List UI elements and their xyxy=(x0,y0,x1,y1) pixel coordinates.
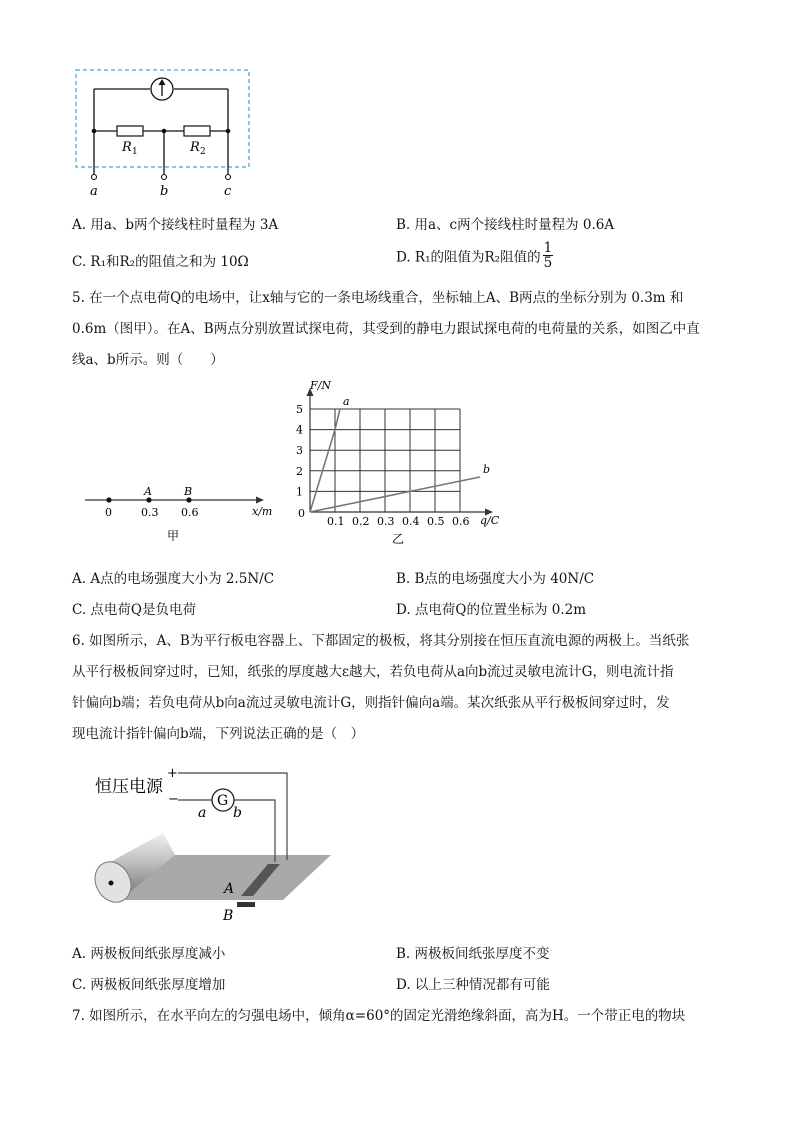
q5-option-d[interactable]: D. 点电荷Q的位置坐标为 0.2m xyxy=(396,602,587,618)
tick-0-3: 0.3 xyxy=(141,506,159,519)
tick-0: 0 xyxy=(105,506,112,519)
label-b: b xyxy=(160,184,169,199)
x-axis-arrow xyxy=(256,497,264,504)
q4-option-d-text: D. R₁的阻值为R₂阻值的 xyxy=(396,249,541,266)
chart-x-label: q/C xyxy=(480,514,500,527)
chart-y-tick-label: 1 xyxy=(296,485,303,499)
chart-series-label-a: a xyxy=(343,395,350,408)
roll-axle xyxy=(109,881,114,886)
terminal-c xyxy=(226,175,231,180)
q4-option-a[interactable]: A. 用a、b两个接线柱时量程为 3A xyxy=(72,217,279,233)
point-a-label: A xyxy=(144,485,152,498)
q6-stem-line-3: 针偏向b端；若负电荷从b向a流过灵敏电流计G，则指针偏向a端。某次纸张从平行极板间穿过时，发 xyxy=(72,695,670,711)
q4-option-b[interactable]: B. 用a、c两个接线柱时量程为 0.6A xyxy=(396,217,615,233)
minus-sign: − xyxy=(168,792,179,807)
chart-x-tick-label: 0.3 xyxy=(377,515,395,528)
caption-jia: 甲 xyxy=(167,529,180,543)
q5-figure-jia xyxy=(80,480,280,550)
q5-option-b[interactable]: B. B点的电场强度大小为 40N/C xyxy=(396,571,595,587)
q4-option-c[interactable]: C. R₁和R₂的阻值之和为 10Ω xyxy=(72,254,249,270)
chart-x-tick-label: 0.2 xyxy=(352,515,370,528)
chart-caption: 乙 xyxy=(392,532,405,546)
q6-option-b[interactable]: B. 两极板间纸张厚度不变 xyxy=(396,946,550,962)
terminal-a xyxy=(92,175,97,180)
chart-y-tick-label: 4 xyxy=(296,423,303,437)
q6-option-d[interactable]: D. 以上三种情况都有可能 xyxy=(396,977,550,993)
plate-a-label: A xyxy=(224,881,235,897)
resistor-r2 xyxy=(184,126,210,136)
q5-stem-line-1: 5. 在一个点电荷Q的电场中，让x轴与它的一条电场线重合，坐标轴上A、B两点的坐标分别为 0.3m 和 xyxy=(72,290,684,306)
q4-circuit-figure xyxy=(70,65,260,200)
resistor-r1 xyxy=(117,126,143,136)
origin-dot xyxy=(106,497,111,502)
chart-y-tick-label: 2 xyxy=(296,464,303,478)
q6-figure xyxy=(75,760,365,930)
label-c: c xyxy=(224,184,232,199)
label-a: a xyxy=(198,805,207,821)
point-b-label: B xyxy=(184,485,193,498)
point-b-dot xyxy=(186,497,191,502)
label-b: b xyxy=(233,805,242,821)
q6-option-c[interactable]: C. 两极板间纸张厚度增加 xyxy=(72,977,226,993)
q5-option-c[interactable]: C. 点电荷Q是负电荷 xyxy=(72,602,196,618)
label-r2: R xyxy=(190,140,200,155)
axis-label-xm: x/m xyxy=(252,505,273,518)
fraction xyxy=(543,241,554,270)
q7-stem: 7. 如图所示，在水平向左的匀强电场中，倾角α=60°的固定光滑绝缘斜面，高为H。一个带正电的物块 xyxy=(72,1008,686,1024)
label-r2-sub: 2 xyxy=(200,147,206,157)
chart-y-tick-label: 3 xyxy=(296,444,303,458)
label-a: a xyxy=(90,184,98,199)
chart-x-tick-label: 0.4 xyxy=(402,515,420,528)
plus-sign: + xyxy=(167,766,178,781)
chart-origin-label: 0 xyxy=(298,507,305,520)
q4-option-d[interactable] xyxy=(396,241,553,270)
q6-stem-line-1: 6. 如图所示，A、B为平行板电容器上、下都固定的极板，将其分别接在恒压直流电源的两极上。当纸张 xyxy=(72,633,690,649)
label-r1-sub: 1 xyxy=(132,147,138,157)
point-a-dot xyxy=(146,497,151,502)
q6-option-a[interactable]: A. 两极板间纸张厚度减小 xyxy=(72,946,226,962)
q5-stem-line-2: 0.6m（图甲）。在A、B两点分别放置试探电荷，其受到的静电力跟试探电荷的电荷量的关系，如图乙中直 xyxy=(72,321,700,337)
fraction-numerator: 1 xyxy=(543,240,553,256)
fraction-denominator: 5 xyxy=(543,255,553,271)
q6-stem-line-4: 现电流计指针偏向b端，下列说法正确的是（ ） xyxy=(72,726,365,742)
chart-x-tick-label: 0.5 xyxy=(427,515,445,528)
label-r1: R xyxy=(122,140,132,155)
chart-series-label-b: b xyxy=(483,462,491,476)
meter-label: G xyxy=(217,793,229,809)
chart-y-label: F/N xyxy=(310,379,331,392)
q5-chart-yi xyxy=(290,375,515,550)
terminal-b xyxy=(162,175,167,180)
chart-x-tick-label: 0.1 xyxy=(327,515,345,528)
q5-stem-line-3: 线a、b所示。则（ ） xyxy=(72,352,224,368)
q6-stem-line-2: 从平行极板间穿过时，已知，纸张的厚度越大ε越大，若负电荷从a向b流过灵敏电流计G，则电流计指 xyxy=(72,664,674,680)
q5-option-a[interactable]: A. A点的电场强度大小为 2.5N/C xyxy=(72,571,275,587)
tick-0-6: 0.6 xyxy=(181,506,199,519)
plate-b xyxy=(237,902,255,907)
chart-x-tick-label: 0.6 xyxy=(452,515,470,528)
power-source-label: 恒压电源 xyxy=(95,777,163,797)
chart-y-tick-label: 5 xyxy=(296,403,303,416)
plate-b-label: B xyxy=(223,908,234,924)
